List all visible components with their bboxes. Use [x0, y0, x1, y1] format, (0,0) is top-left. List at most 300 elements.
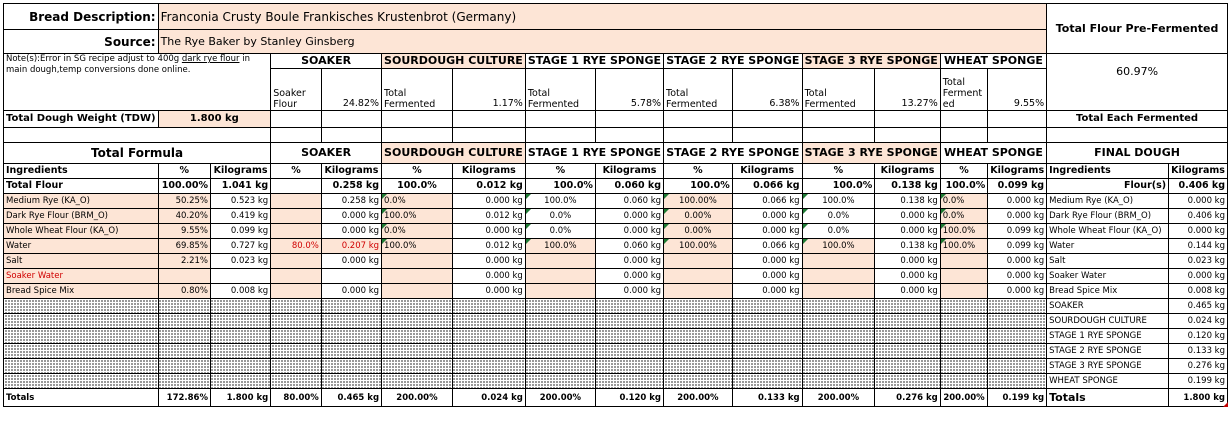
stage1-ingredient-pct[interactable]: [525, 284, 595, 299]
total-each-fermented-label: Total Each Fermented: [1047, 111, 1228, 128]
empty-cell: [382, 374, 453, 389]
stage2-ingredient-kg: 0.000 kg: [732, 269, 802, 284]
empty-cell: [210, 314, 270, 329]
empty-cell: [802, 314, 875, 329]
stage-label-soaker: Soaker Flour: [271, 69, 322, 111]
wheat-ingredient-pct[interactable]: [940, 284, 987, 299]
final-ingredient-kg: 0.023 kg: [1169, 254, 1228, 269]
wheat-total-pct: 200.00%: [940, 389, 987, 407]
stage-label-wheat: Total Ferment ed: [940, 69, 987, 111]
stage1-ingredient-pct[interactable]: 0.0%: [525, 224, 595, 239]
wheat-ingredient-kg: 0.000 kg: [988, 209, 1047, 224]
stage3-ingredient-kg: 0.000 kg: [875, 284, 940, 299]
recipe-spreadsheet: [3, 3, 1228, 407]
stage1-pct-header: %: [525, 164, 595, 179]
sourdough-flour-kg: 0.012 kg: [452, 179, 525, 194]
stage2-ingredient-kg: 0.000 kg: [732, 224, 802, 239]
stage1-ingredient-kg: 0.000 kg: [595, 254, 663, 269]
stage3-ingredient-pct[interactable]: [802, 269, 875, 284]
final-stage-name: SOURDOUGH CULTURE: [1047, 314, 1169, 329]
final-ingredients-header: Ingredients: [1047, 164, 1169, 179]
ingredient-kg: [210, 269, 270, 284]
stage3-pct-header: %: [802, 164, 875, 179]
soaker-ingredient-kg: 0.000 kg: [321, 254, 381, 269]
empty-cell: [664, 329, 733, 344]
empty-cell: [525, 344, 595, 359]
empty-cell: [452, 329, 525, 344]
stage1-ingredient-pct[interactable]: [525, 254, 595, 269]
final-totals-kg: 1.800 kg: [1169, 389, 1228, 407]
stage1-ingredient-kg: 0.000 kg: [595, 269, 663, 284]
stage1-kg-header: Kilograms: [595, 164, 663, 179]
ingredient-name[interactable]: Whole Wheat Flour (KA_O): [4, 224, 159, 239]
formula-stage-title-sourdough: SOURDOUGH CULTURE: [382, 143, 526, 164]
stage1-total-pct: 200.00%: [525, 389, 595, 407]
ingredient-row: [4, 209, 1228, 224]
empty-cell: [732, 329, 802, 344]
wheat-flour-kg: 0.099 kg: [988, 179, 1047, 194]
final-ingredient-kg: 0.144 kg: [1169, 239, 1228, 254]
formula-stage-title-stage2: STAGE 2 RYE SPONGE: [664, 143, 803, 164]
sourdough-ingredient-pct[interactable]: [382, 269, 453, 284]
ingredient-name[interactable]: Bread Spice Mix: [4, 284, 159, 299]
stage-pct-stage2: 6.38%: [732, 69, 802, 111]
empty-cell: [210, 374, 270, 389]
empty-cell: [664, 359, 733, 374]
wheat-ingredient-pct[interactable]: 100.0%: [940, 224, 987, 239]
soaker-ingredient-pct[interactable]: [271, 269, 322, 284]
formula-grid: [3, 3, 1228, 407]
final-kg-header: Kilograms: [1169, 164, 1228, 179]
final-stage-name: STAGE 2 RYE SPONGE: [1047, 344, 1169, 359]
sourdough-total-kg: 0.024 kg: [452, 389, 525, 407]
empty-cell: [988, 329, 1047, 344]
empty-cell: [525, 329, 595, 344]
stage2-ingredient-pct[interactable]: 100.00%: [664, 239, 733, 254]
empty-cell: [988, 314, 1047, 329]
wheat-ingredient-pct[interactable]: 0.0%: [940, 209, 987, 224]
empty-cell: [875, 329, 940, 344]
ingredient-kg: 0.419 kg: [210, 209, 270, 224]
totals-label: Totals: [4, 389, 159, 407]
stage1-ingredient-pct[interactable]: 0.0%: [525, 209, 595, 224]
empty-cell: [940, 359, 987, 374]
stage-label-stage3: Total Fermented: [802, 69, 875, 111]
final-stage-row: [4, 314, 1228, 329]
final-stage-kg: 0.024 kg: [1169, 314, 1228, 329]
empty-cell: [271, 374, 322, 389]
stage3-ingredient-pct[interactable]: [802, 254, 875, 269]
stage3-kg-header: Kilograms: [875, 164, 940, 179]
total-flour-kg: 1.041 kg: [210, 179, 270, 194]
final-stage-kg: 0.133 kg: [1169, 344, 1228, 359]
wheat-ingredient-pct[interactable]: 100.0%: [940, 239, 987, 254]
final-ingredient-name: Soaker Water: [1047, 269, 1169, 284]
soaker-ingredient-pct[interactable]: [271, 254, 322, 269]
empty-cell: [4, 329, 159, 344]
empty-cell: [802, 299, 875, 314]
empty-cell: [271, 299, 322, 314]
stage2-kg-header: Kilograms: [732, 164, 802, 179]
stage2-ingredient-pct[interactable]: [664, 284, 733, 299]
wheat-ingredient-kg: 0.000 kg: [988, 194, 1047, 209]
kg-header: Kilograms: [210, 164, 270, 179]
stage1-flour-pct: 100.0%: [525, 179, 595, 194]
final-stage-name: WHEAT SPONGE: [1047, 374, 1169, 389]
stage-pct-stage1: 5.78%: [595, 69, 663, 111]
totals-kg: 1.800 kg: [210, 389, 270, 407]
empty-cell: [382, 359, 453, 374]
stage2-ingredient-kg: 0.000 kg: [732, 254, 802, 269]
empty-cell: [452, 344, 525, 359]
final-stage-row: [4, 344, 1228, 359]
stage-title-sourdough: SOURDOUGH CULTURE: [382, 54, 526, 69]
total-flour-row: [4, 179, 1228, 194]
stage3-ingredient-pct[interactable]: 0.0%: [802, 209, 875, 224]
stage2-ingredient-pct[interactable]: [664, 254, 733, 269]
ingredient-kg: 0.008 kg: [210, 284, 270, 299]
ingredient-row: [4, 269, 1228, 284]
ingredient-row: [4, 224, 1228, 239]
final-stage-name: STAGE 1 RYE SPONGE: [1047, 329, 1169, 344]
empty-cell: [664, 374, 733, 389]
empty-cell: [158, 374, 210, 389]
soaker-ingredient-kg: [321, 269, 381, 284]
soaker-ingredient-kg: 0.000 kg: [321, 224, 381, 239]
empty-cell: [988, 344, 1047, 359]
stage-pct-soaker: 24.82%: [321, 69, 381, 111]
wheat-kg-header: Kilograms: [988, 164, 1047, 179]
soaker-kg-header: Kilograms: [321, 164, 381, 179]
stage3-flour-pct: 100.0%: [802, 179, 875, 194]
empty-cell: [875, 374, 940, 389]
final-ingredient-name: Medium Rye (KA_O): [1047, 194, 1169, 209]
stage1-ingredient-pct[interactable]: 100.0%: [525, 194, 595, 209]
sourdough-ingredient-kg: 0.000 kg: [452, 224, 525, 239]
empty-cell: [4, 344, 159, 359]
empty-cell: [988, 359, 1047, 374]
ingredient-pct[interactable]: 50.25%: [158, 194, 210, 209]
empty-cell: [664, 299, 733, 314]
empty-cell: [732, 344, 802, 359]
wheat-ingredient-kg: 0.099 kg: [988, 239, 1047, 254]
sourdough-flour-pct: 100.0%: [382, 179, 453, 194]
final-ingredient-kg: 0.008 kg: [1169, 284, 1228, 299]
final-ingredient-kg: 0.000 kg: [1169, 224, 1228, 239]
stage2-ingredient-pct[interactable]: [664, 269, 733, 284]
stage-label-stage2: Total Fermented: [664, 69, 733, 111]
stage2-ingredient-pct[interactable]: 0.00%: [664, 224, 733, 239]
soaker-ingredient-kg: 0.000 kg: [321, 284, 381, 299]
soaker-ingredient-kg: 0.000 kg: [321, 209, 381, 224]
stage3-ingredient-pct[interactable]: 0.0%: [802, 224, 875, 239]
pct-header: %: [158, 164, 210, 179]
empty-cell: [525, 299, 595, 314]
final-flour-kg: 0.406 kg: [1169, 179, 1228, 194]
stage2-pct-header: %: [664, 164, 733, 179]
empty-cell: [321, 374, 381, 389]
ingredient-pct[interactable]: 9.55%: [158, 224, 210, 239]
stage3-ingredient-kg: 0.138 kg: [875, 194, 940, 209]
ingredient-pct[interactable]: 0.80%: [158, 284, 210, 299]
bread-description-row: [4, 4, 1228, 30]
formula-title-row: [4, 143, 1228, 164]
empty-cell: [382, 314, 453, 329]
ingredient-kg: 0.099 kg: [210, 224, 270, 239]
final-ingredient-name: Water: [1047, 239, 1169, 254]
sourdough-pct-header: %: [382, 164, 453, 179]
sourdough-ingredient-kg: 0.000 kg: [452, 284, 525, 299]
stage2-ingredient-kg: 0.066 kg: [732, 194, 802, 209]
stage2-flour-pct: 100.0%: [664, 179, 733, 194]
ingredient-row: [4, 284, 1228, 299]
empty-cell: [158, 344, 210, 359]
stage3-ingredient-kg: 0.138 kg: [875, 239, 940, 254]
stage2-ingredient-pct[interactable]: 0.00%: [664, 209, 733, 224]
final-ingredient-kg: 0.000 kg: [1169, 194, 1228, 209]
formula-stage-title-soaker: SOAKER: [271, 143, 382, 164]
ingredient-name[interactable]: Soaker Water: [4, 269, 159, 284]
recipe-notes[interactable]: [4, 54, 271, 111]
soaker-ingredient-pct[interactable]: [271, 209, 322, 224]
empty-cell: [664, 344, 733, 359]
stage-pct-stage3: 13.27%: [875, 69, 940, 111]
stage3-ingredient-kg: 0.000 kg: [875, 269, 940, 284]
empty-cell: [271, 359, 322, 374]
stage1-ingredient-pct[interactable]: [525, 269, 595, 284]
sourdough-ingredient-pct[interactable]: 0.0%: [382, 224, 453, 239]
total-formula-title: Total Formula: [4, 143, 271, 164]
soaker-ingredient-pct[interactable]: 80.0%: [271, 239, 322, 254]
empty-cell: [382, 299, 453, 314]
tdw-value[interactable]: 1.800 kg: [158, 111, 271, 128]
sourdough-ingredient-kg: 0.012 kg: [452, 239, 525, 254]
sourdough-ingredient-pct[interactable]: 0.0%: [382, 194, 453, 209]
stage3-ingredient-pct[interactable]: 100.0%: [802, 239, 875, 254]
empty-cell: [988, 374, 1047, 389]
stage-pct-wheat: 9.55%: [988, 69, 1047, 111]
empty-cell: [875, 299, 940, 314]
empty-cell: [4, 314, 159, 329]
empty-cell: [988, 299, 1047, 314]
empty-cell: [525, 374, 595, 389]
empty-cell: [452, 314, 525, 329]
wheat-pct-header: %: [940, 164, 987, 179]
empty-cell: [271, 344, 322, 359]
wheat-ingredient-kg: 0.000 kg: [988, 284, 1047, 299]
empty-cell: [595, 344, 663, 359]
empty-cell: [4, 359, 159, 374]
empty-cell: [321, 314, 381, 329]
stage1-ingredient-pct[interactable]: 100.0%: [525, 239, 595, 254]
ingredient-name[interactable]: Salt: [4, 254, 159, 269]
empty-cell: [4, 374, 159, 389]
stage1-ingredient-kg: 0.060 kg: [595, 194, 663, 209]
stage3-total-kg: 0.276 kg: [875, 389, 940, 407]
sourdough-kg-header: Kilograms: [452, 164, 525, 179]
final-ingredient-kg: 0.406 kg: [1169, 209, 1228, 224]
totals-row: [4, 389, 1228, 407]
stage2-total-kg: 0.133 kg: [732, 389, 802, 407]
stage-title-soaker: SOAKER: [271, 54, 382, 69]
stage-label-stage1: Total Fermented: [525, 69, 595, 111]
stage3-total-pct: 200.00%: [802, 389, 875, 407]
sourdough-ingredient-kg: 0.012 kg: [452, 209, 525, 224]
soaker-ingredient-pct[interactable]: [271, 224, 322, 239]
ingredient-name[interactable]: Dark Rye Flour (BRM_O): [4, 209, 159, 224]
wheat-flour-pct: 100.0%: [940, 179, 987, 194]
final-totals-label: Totals: [1047, 389, 1169, 407]
stage1-ingredient-kg: 0.000 kg: [595, 224, 663, 239]
empty-cell: [158, 314, 210, 329]
empty-cell: [158, 299, 210, 314]
soaker-ingredient-pct[interactable]: [271, 284, 322, 299]
stage1-ingredient-kg: 0.060 kg: [595, 239, 663, 254]
note-text-2: in main dough,temp conversions done online.: [6, 54, 250, 75]
source-value[interactable]: The Rye Baker by Stanley Ginsberg: [158, 30, 1047, 54]
stage3-ingredient-kg: 0.000 kg: [875, 224, 940, 239]
empty-cell: [452, 359, 525, 374]
bread-description-label: Bread Description:: [4, 4, 159, 30]
empty-cell: [525, 359, 595, 374]
empty-cell: [940, 344, 987, 359]
notes-stage-title-row: [4, 54, 1228, 69]
soaker-ingredient-pct[interactable]: [271, 194, 322, 209]
total-flour-label: Total Flour: [4, 179, 159, 194]
empty-cell: [940, 314, 987, 329]
stage2-ingredient-pct[interactable]: 100.00%: [664, 194, 733, 209]
empty-cell: [4, 299, 159, 314]
final-stage-kg: 0.276 kg: [1169, 359, 1228, 374]
ingredient-row: [4, 194, 1228, 209]
sourdough-ingredient-pct[interactable]: [382, 254, 453, 269]
empty-cell: [732, 374, 802, 389]
ingredient-pct[interactable]: 69.85%: [158, 239, 210, 254]
empty-cell: [664, 314, 733, 329]
totals-pct: 172.86%: [158, 389, 210, 407]
soaker-total-kg: 0.465 kg: [321, 389, 381, 407]
final-ingredient-kg: 0.000 kg: [1169, 269, 1228, 284]
empty-cell: [732, 359, 802, 374]
empty-cell: [382, 344, 453, 359]
final-stage-row: [4, 374, 1228, 389]
formula-stage-title-stage1: STAGE 1 RYE SPONGE: [525, 143, 663, 164]
sourdough-ingredient-pct[interactable]: [382, 284, 453, 299]
ingredient-pct[interactable]: 2.21%: [158, 254, 210, 269]
empty-cell: [940, 299, 987, 314]
tdw-label: Total Dough Weight (TDW): [4, 111, 159, 128]
stage3-flour-kg: 0.138 kg: [875, 179, 940, 194]
final-stage-kg: 0.120 kg: [1169, 329, 1228, 344]
final-ingredient-name: Whole Wheat Flour (KA_O): [1047, 224, 1169, 239]
ingredient-pct[interactable]: 40.20%: [158, 209, 210, 224]
final-flour-label: Flour(s): [1047, 179, 1169, 194]
stage-pct-sourdough: 1.17%: [452, 69, 525, 111]
empty-cell: [940, 374, 987, 389]
empty-cell: [595, 299, 663, 314]
empty-cell: [595, 359, 663, 374]
empty-cell: [452, 374, 525, 389]
wheat-ingredient-pct[interactable]: [940, 269, 987, 284]
empty-cell: [210, 344, 270, 359]
ingredient-name[interactable]: Water: [4, 239, 159, 254]
ingredient-kg: 0.023 kg: [210, 254, 270, 269]
final-dough-title: FINAL DOUGH: [1047, 143, 1228, 164]
final-ingredient-name: Dark Rye Flour (BRM_O): [1047, 209, 1169, 224]
sourdough-ingredient-pct[interactable]: 100.0%: [382, 209, 453, 224]
final-stage-row: [4, 329, 1228, 344]
ingredient-pct[interactable]: [158, 269, 210, 284]
soaker-pct-header: %: [271, 164, 322, 179]
stage3-ingredient-kg: 0.000 kg: [875, 209, 940, 224]
stage-label-sourdough: Total Fermented: [382, 69, 453, 111]
final-stage-kg: 0.199 kg: [1169, 374, 1228, 389]
final-ingredient-name: Bread Spice Mix: [1047, 284, 1169, 299]
tdw-row: [4, 111, 1228, 128]
ingredient-kg: 0.523 kg: [210, 194, 270, 209]
empty-cell: [452, 299, 525, 314]
empty-cell: [732, 314, 802, 329]
empty-cell: [802, 374, 875, 389]
final-stage-row: [4, 359, 1228, 374]
formula-stage-title-stage3: STAGE 3 RYE SPONGE: [802, 143, 940, 164]
stage2-flour-kg: 0.066 kg: [732, 179, 802, 194]
empty-cell: [875, 314, 940, 329]
stage3-ingredient-pct[interactable]: [802, 284, 875, 299]
soaker-ingredient-kg: 0.258 kg: [321, 194, 381, 209]
ingredient-name[interactable]: Medium Rye (KA_O): [4, 194, 159, 209]
sourdough-ingredient-kg: 0.000 kg: [452, 194, 525, 209]
total-flour-prefermented-value: 60.97%: [1047, 54, 1228, 111]
wheat-ingredient-kg: 0.000 kg: [988, 269, 1047, 284]
stage-title-stage1: STAGE 1 RYE SPONGE: [525, 54, 663, 69]
formula-stage-title-wheat: WHEAT SPONGE: [940, 143, 1046, 164]
total-flour-pct: 100.00%: [158, 179, 210, 194]
empty-cell: [321, 344, 381, 359]
wheat-ingredient-pct[interactable]: [940, 254, 987, 269]
empty-cell: [875, 344, 940, 359]
soaker-ingredient-kg: 0.207 kg: [321, 239, 381, 254]
wheat-ingredient-pct[interactable]: 0.0%: [940, 194, 987, 209]
empty-cell: [382, 329, 453, 344]
empty-cell: [271, 329, 322, 344]
stage-title-stage2: STAGE 2 RYE SPONGE: [664, 54, 803, 69]
stage2-ingredient-kg: 0.000 kg: [732, 284, 802, 299]
empty-cell: [210, 329, 270, 344]
bread-description-value[interactable]: Franconia Crusty Boule Frankisches Krustenbrot (Germany): [158, 4, 1047, 30]
ingredients-header: Ingredients: [4, 164, 159, 179]
stage1-total-kg: 0.120 kg: [595, 389, 663, 407]
wheat-total-kg: 0.199 kg: [988, 389, 1047, 407]
note-text-underlined: dark rye flour: [181, 54, 240, 64]
empty-cell: [802, 344, 875, 359]
empty-cell: [158, 329, 210, 344]
empty-cell: [595, 374, 663, 389]
stage2-total-pct: 200.00%: [664, 389, 733, 407]
source-label: Source:: [4, 30, 159, 54]
sourdough-ingredient-pct[interactable]: 100.0%: [382, 239, 453, 254]
source-row: [4, 30, 1228, 54]
empty-cell: [595, 329, 663, 344]
empty-cell: [802, 329, 875, 344]
stage2-ingredient-kg: 0.066 kg: [732, 239, 802, 254]
empty-cell: [321, 299, 381, 314]
empty-cell: [875, 359, 940, 374]
final-stage-kg: 0.465 kg: [1169, 299, 1228, 314]
stage1-flour-kg: 0.060 kg: [595, 179, 663, 194]
empty-cell: [595, 314, 663, 329]
stage3-ingredient-pct[interactable]: 100.0%: [802, 194, 875, 209]
